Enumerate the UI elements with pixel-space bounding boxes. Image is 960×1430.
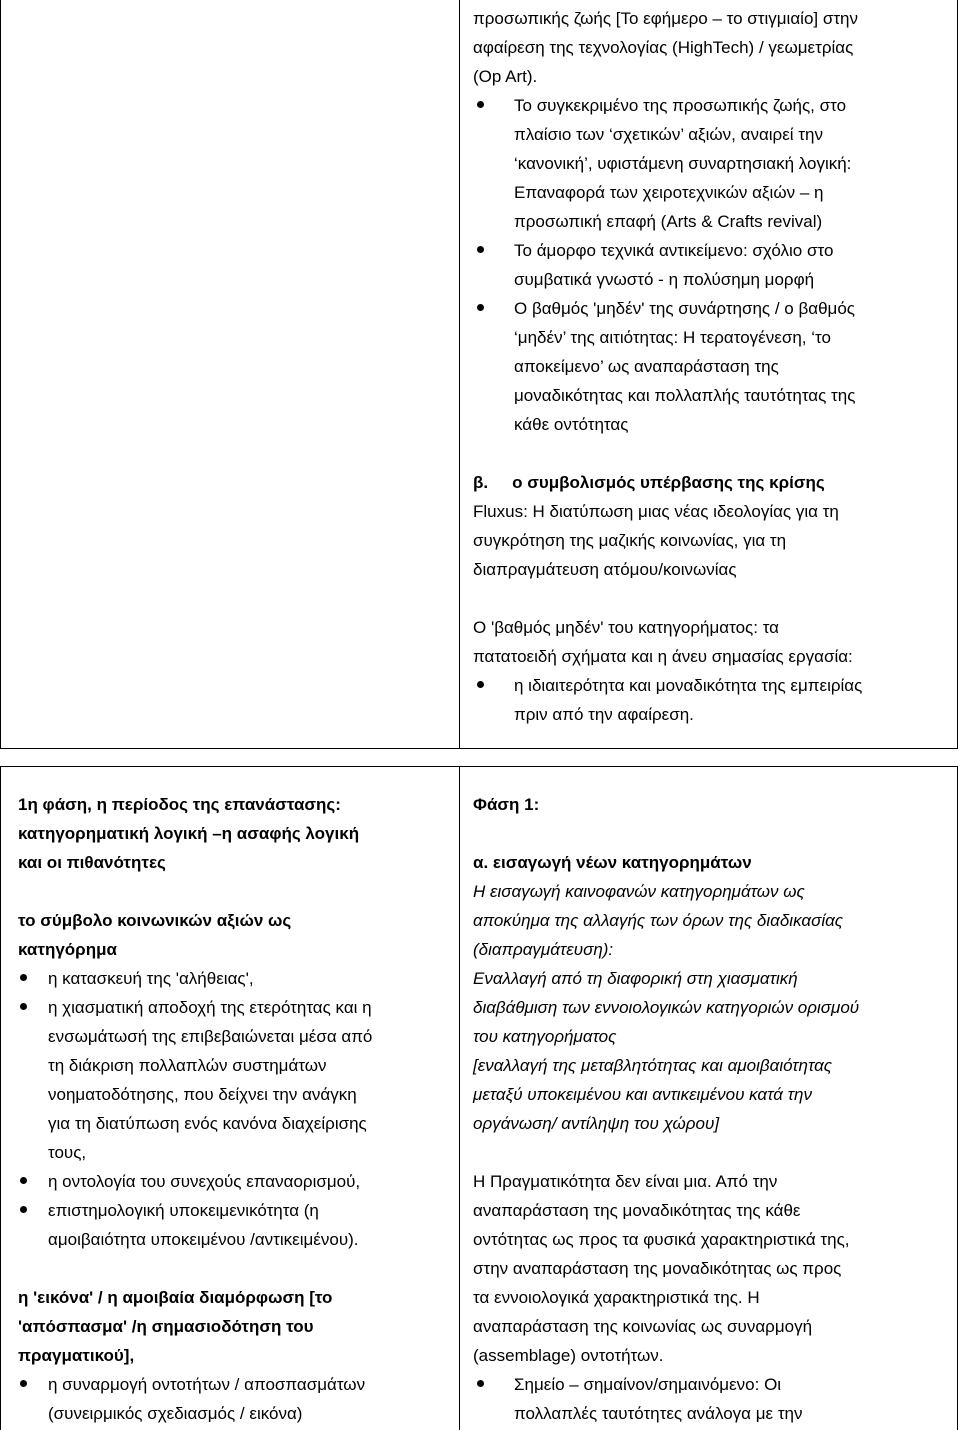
list-item (0, 993, 454, 1167)
table-border-right-top (957, 0, 958, 748)
list-item (0, 1370, 454, 1428)
intro-paragraph (473, 4, 953, 91)
text-line: τους, (48, 1143, 87, 1162)
text-line: πραγματικού], (18, 1346, 135, 1365)
text-line: το σύμβολο κοινωνικών αξιών ως (18, 911, 292, 930)
text-line: [εναλλαγή της μεταβλητότητας και αμοιβαιότητας (473, 1056, 833, 1075)
text-line: αποκείμενο’ ως αναπαράσταση της (514, 357, 779, 376)
text-line: αναπαράσταση της κοινωνίας ως συναρμογή (473, 1317, 813, 1336)
text-line: διαπραγμάτευση ατόμου/κοινωνίας (473, 560, 737, 579)
table-divider-top (459, 0, 460, 748)
bullet-icon (477, 101, 484, 108)
text-line: κάθε οντότητας (514, 415, 629, 434)
text-line: συγκρότηση της μαζικής κοινωνίας, για τη (473, 531, 787, 550)
zero-degree-paragraph (473, 613, 953, 671)
text-line: Το άμορφο τεχνικά αντικείμενο: σχόλιο στο (514, 241, 834, 260)
text-line: οργάνωση/ αντίληψη του χώρου] (473, 1114, 720, 1133)
bullet-icon (477, 681, 484, 688)
bullet-icon (477, 246, 484, 253)
text-line: ‘κανονική’, υφιστάμενη συναρτησιακή λογική: (514, 154, 852, 173)
bullet-list-sign (473, 1370, 953, 1428)
bullet-icon (20, 974, 27, 981)
bullet-icon (20, 1380, 27, 1387)
cell-top-right (473, 4, 953, 729)
text-line: κατηγόρημα (18, 940, 117, 959)
text-line: για τη διατύπωση ενός κανόνα διαχείρισης (48, 1114, 367, 1133)
text-line: τη διάκριση πολλαπλών συστημάτων (48, 1056, 327, 1075)
table-row-divider-top (0, 748, 958, 749)
text-line: η κατασκευή της 'αλήθειας', (48, 969, 254, 988)
bullet-icon (20, 1003, 27, 1010)
text-line: η χιασματική αποδοχή της ετερότητας και η (48, 998, 372, 1017)
list-item (0, 1196, 454, 1254)
text-line: 1η φάση, η περίοδος της επανάστασης: (18, 795, 341, 814)
bullet-list-symbol (0, 964, 454, 1254)
text-line: διαβάθμιση των εννοιολογικών κατηγοριών ορισμού (473, 998, 860, 1017)
fluxus-paragraph (473, 497, 953, 584)
table-border-right-bottom (957, 766, 958, 1430)
text-line: πατατοειδή σχήματα και η άνευ σημασίας εργασία: (473, 647, 853, 666)
text-line: (Op Art). (473, 67, 538, 86)
text-line: ενσωμάτωσή της επιβεβαιώνεται μέσα από (48, 1027, 373, 1046)
text-line: (assemblage) οντοτήτων. (473, 1346, 664, 1365)
cell-top-left-empty (1, 0, 459, 748)
text-line: κατηγορηματική λογική –η ασαφής λογική (18, 824, 360, 843)
list-item (473, 1370, 953, 1428)
text-line: συμβατικά γνωστό - η πολύσημη μορφή (514, 270, 815, 289)
text-line: μεταξύ υποκειμένου και αντικειμένου κατά την (473, 1085, 812, 1104)
list-item (473, 671, 953, 729)
bullet-list-values (473, 91, 953, 439)
text-line: Ο 'βαθμός μηδέν' του κατηγορήματος: τα (473, 618, 779, 637)
text-line: η οντολογία του συνεχούς επαναορισμού, (48, 1172, 361, 1191)
icon-heading (18, 1283, 454, 1370)
cell-bottom-right (473, 790, 953, 1428)
list-item (473, 236, 953, 294)
bullet-list-experience (473, 671, 953, 729)
text-line: Fluxus: Η διατύπωση μιας νέας ιδεολογίας για τη (473, 502, 839, 521)
list-item (473, 91, 953, 236)
bullet-icon (20, 1206, 27, 1213)
list-item (473, 294, 953, 439)
text-line: τα εννοιολογικά χαρακτηριστικά της. Η (473, 1288, 760, 1307)
alpha-title: α. εισαγωγή νέων κατηγορημάτων (473, 853, 752, 872)
list-item (0, 1167, 454, 1196)
bullet-icon (477, 1380, 484, 1387)
text-line: η 'εικόνα' / η αμοιβαία διαμόρφωση [το (18, 1288, 333, 1307)
text-line: αφαίρεση της τεχνολογίας (HighTech) / γεωμετρίας (473, 38, 854, 57)
text-line: 'απόσπασμα' /η σημασιοδότηση του (18, 1317, 314, 1336)
text-line: η ιδιαιτερότητα και μοναδικότητα της εμπειρίας (514, 676, 863, 695)
bullet-icon (20, 1177, 27, 1184)
text-line: αμοιβαιότητα υποκειμένου /αντικειμένου). (48, 1230, 359, 1249)
text-line: αποκύημα της αλλαγής των όρων της διαδικασίας (473, 911, 844, 930)
table-divider-bottom (459, 766, 460, 1430)
cell-bottom-left (18, 790, 454, 1428)
bullet-list-icon (0, 1370, 454, 1428)
text-line: στην αναπαράσταση της μοναδικότητας ως προς (473, 1259, 842, 1278)
phase-title: Φάση 1: (473, 795, 540, 814)
text-line: Ο βαθμός 'μηδέν' της συνάρτησης / ο βαθμός (514, 299, 855, 318)
text-line: η συναρμογή οντοτήτων / αποσπασμάτων (48, 1375, 366, 1394)
phase-heading (18, 790, 454, 877)
section-heading-beta (473, 468, 953, 497)
section-title: ο συμβολισμός υπέρβασης της κρίσης (512, 473, 825, 492)
table-row-divider-bottom (0, 766, 958, 767)
text-line: επιστημολογική υποκειμενικότητα (η (48, 1201, 319, 1220)
text-line: του κατηγορήματος (473, 1027, 617, 1046)
text-line: πλαίσιο των ‘σχετικών’ αξιών, αναιρεί την (514, 125, 823, 144)
text-line: ‘μηδέν’ της αιτιότητας: Η τερατογένεση, ‘το (514, 328, 831, 347)
text-line: Εναλλαγή από τη διαφορική στη χιασματική (473, 969, 798, 988)
text-line: (συνειρμικός σχεδιασμός / εικόνα) (48, 1404, 303, 1423)
text-line: Επαναφορά των χειροτεχνικών αξιών – η (514, 183, 824, 202)
reality-paragraph (473, 1167, 953, 1370)
text-line: πριν από την αφαίρεση. (514, 705, 694, 724)
bullet-icon (477, 304, 484, 311)
text-line: μοναδικότητας και πολλαπλής ταυτότητας της (514, 386, 856, 405)
text-line: προσωπικής ζωής [Το εφήμερο – το στιγμιαίο] στην (473, 9, 859, 28)
text-line: προσωπική επαφή (Arts & Crafts revival) (514, 212, 823, 231)
symbol-heading (18, 906, 454, 964)
list-item (0, 964, 454, 993)
text-line: και οι πιθανότητες (18, 853, 166, 872)
text-line: Η Πραγματικότητα δεν είναι μια. Από την (473, 1172, 778, 1191)
text-line: (διαπραγμάτευση): (473, 940, 614, 959)
text-line: νοηματοδότησης, που δείχνει την ανάγκη (48, 1085, 357, 1104)
text-line: οντότητας ως προς τα φυσικά χαρακτηριστικά της, (473, 1230, 850, 1249)
text-line: Σημείο – σημαίνον/σημαινόμενο: Οι (514, 1375, 782, 1394)
text-line: πολλαπλές ταυτότητες ανάλογα με την (514, 1404, 803, 1423)
section-label: β. (473, 473, 489, 492)
text-line: Το συγκεκριμένο της προσωπικής ζωής, στο (514, 96, 847, 115)
text-line: αναπαράσταση της μοναδικότητας της κάθε (473, 1201, 801, 1220)
italic-paragraph (473, 877, 953, 1138)
text-line: Η εισαγωγή καινοφανών κατηγορημάτων ως (473, 882, 805, 901)
